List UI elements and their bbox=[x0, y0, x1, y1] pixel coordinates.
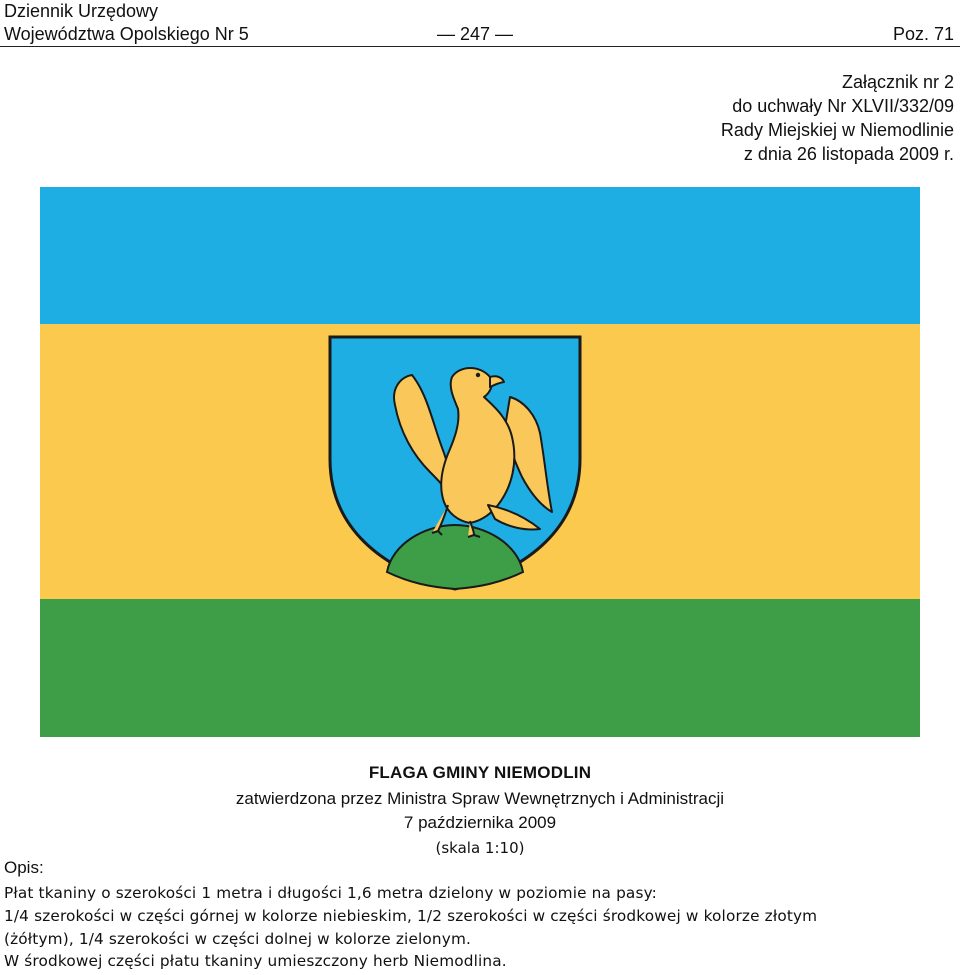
annex-line2: do uchwały Nr XLVII/332/09 bbox=[732, 96, 954, 116]
description-line: Płat tkaniny o szerokości 1 metra i długości 1,6 metra dzielony w poziomie na pasy: bbox=[4, 884, 657, 902]
position-number: Poz. 71 bbox=[892, 24, 954, 44]
description-line: W środkowej części płatu tkaniny umieszczony herb Niemodlina. bbox=[4, 952, 507, 970]
flag-stripe-blue bbox=[40, 187, 920, 324]
scale-note: (skala 1:10) bbox=[435, 839, 525, 857]
description-line: 1/4 szerokości w części górnej w kolorze niebieskim, 1/2 szerokości w części środkowej w kolorze złotym bbox=[4, 907, 818, 925]
flag-stripe-green bbox=[40, 599, 920, 737]
publication-title bbox=[4, 0, 249, 46]
annex-reference bbox=[721, 70, 954, 166]
annex-line1: Załącznik nr 2 bbox=[841, 72, 954, 92]
document-title: FLAGA GMINY NIEMODLIN bbox=[368, 763, 592, 782]
publication-title-line2: Województwa Opolskiego Nr 5 bbox=[4, 24, 249, 44]
approval-line: zatwierdzona przez Ministra Spraw Wewnętrznych i Administracji bbox=[235, 789, 725, 808]
publication-title-line1: Dziennik Urzędowy bbox=[4, 1, 159, 21]
annex-line4: z dnia 26 listopada 2009 r. bbox=[743, 144, 954, 164]
description-line: (żółtym), 1/4 szerokości w części dolnej w kolorze zielonym. bbox=[4, 930, 472, 948]
flag-image bbox=[40, 187, 920, 737]
header-divider bbox=[0, 46, 960, 47]
annex-line3: Rady Miejskiej w Niemodlinie bbox=[720, 120, 954, 140]
page-number: — 247 — bbox=[437, 24, 514, 44]
approval-date: 7 października 2009 bbox=[403, 813, 557, 832]
description-label: Opis: bbox=[4, 858, 44, 877]
